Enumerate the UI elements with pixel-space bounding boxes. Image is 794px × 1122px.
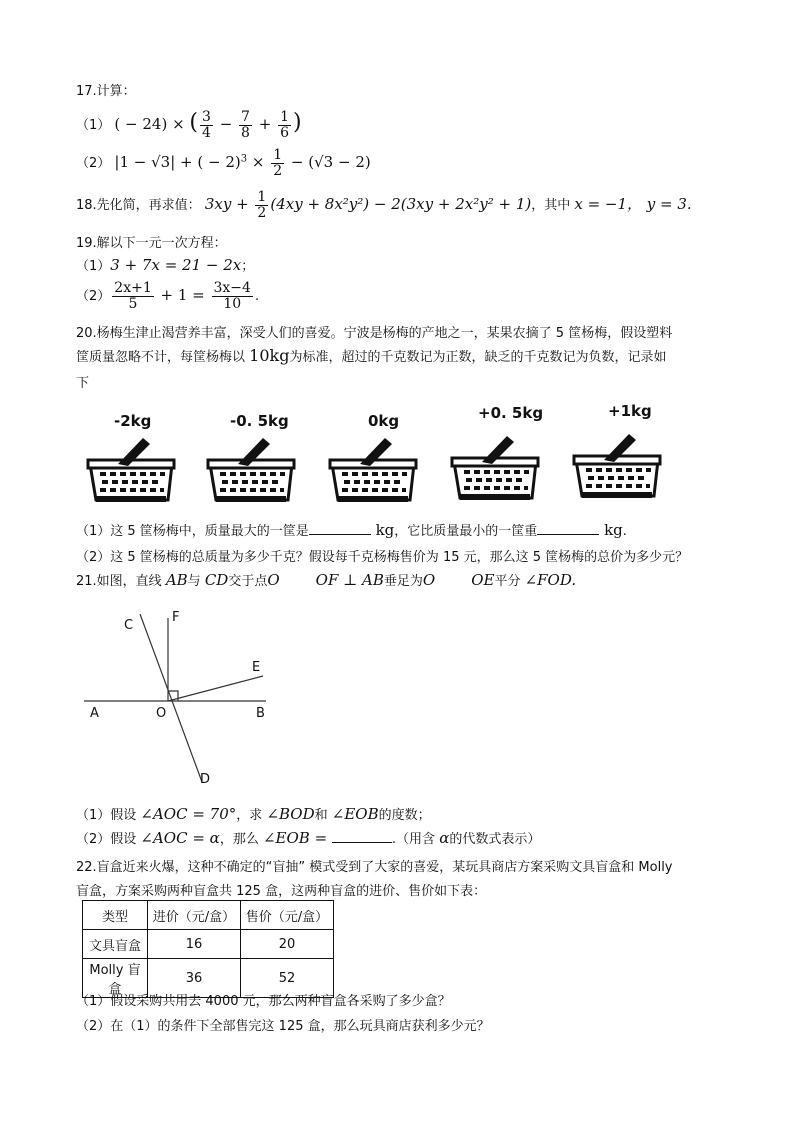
table-cell: 20 <box>241 930 334 959</box>
basket-row <box>80 400 680 510</box>
basket-label-1: -2kg <box>114 412 152 430</box>
basket-label-3: 0kg <box>368 412 400 430</box>
q22-line1: 22.盲盒近来火爆，这种不确定的“盲抽” 模式受到了大家的喜爱，某玩具商店方案采购文具盲盒和 Molly <box>76 860 673 875</box>
q17-fraction-3: $\frac{1}{6}$ <box>280 109 289 141</box>
basket-label-4: +0. 5kg <box>478 404 544 422</box>
label-a: A <box>90 706 99 721</box>
q21-sub1: （1）假设 ∠AOC = 70°，求 ∠BOD和 ∠EOB的度数； <box>76 805 431 823</box>
table-row <box>83 930 334 959</box>
q19-title: 19.解以下一元一次方程： <box>76 236 227 251</box>
q20-sub1: （1）这 5 筐杨梅中，质量最大的一筐是 kg，它比质量最小的一筐重 kg. <box>76 521 627 539</box>
q19-fraction-left: $\frac{2x+1}{5}$ <box>114 280 152 312</box>
line-cd <box>140 614 202 782</box>
q20-line3: 下 <box>76 376 90 391</box>
q21-sub2: （2）假设 ∠AOC = α，那么 ∠EOB = .（用含 α的代数式表示） <box>76 829 541 847</box>
table-header: 售价（元/盒） <box>241 901 334 930</box>
q18-fraction: $\frac{1}{2}$ <box>257 189 267 221</box>
answer-blank-eob[interactable] <box>332 830 392 843</box>
basket-4 <box>452 436 538 500</box>
q21-stem: 21.如图，直线 AB与 CD交于点O OF ⊥ AB垂足为O OE平分 ∠FOD. <box>76 571 577 589</box>
label-c: C <box>124 618 134 633</box>
q19-fraction-right: $\frac{3x-4}{10}$ <box>213 280 251 312</box>
q20-line2: 筐质量忽略不计，每筐杨梅以 10kg为标准，超过的千克数记为正数，缺乏的千克数记为负数，记录如 <box>76 346 667 365</box>
basket-1 <box>88 438 174 502</box>
price-table <box>82 900 334 998</box>
lines-diagram <box>80 600 290 800</box>
table-header-row <box>83 901 334 930</box>
table-cell: 36 <box>148 959 241 998</box>
table-cell: 文具盲盒 <box>83 930 148 959</box>
q17-part2-expr-a: |1 − √3| + ( − 2) <box>114 153 241 171</box>
geometry-figure <box>80 600 290 800</box>
label-b: B <box>256 706 265 721</box>
q17-part2-label: （2） <box>76 156 111 171</box>
q17-part1-expr-a: ( − 24) × <box>114 115 190 133</box>
q22-sub1: （1）假设采购共用去 4000 元，那么两种盲盒各采购了多少盒？ <box>76 994 451 1009</box>
q19-part2: （2） $\frac{2x+1}{5}$ + 1 = $\frac{3x-4}{10}$ . <box>76 280 260 312</box>
q17-part2: （2） |1 − √3| + ( − 2)$^3$ × $\frac{1}{2}$ − (√3 − 2) <box>76 147 371 179</box>
q20-sub2: （2）这 5 筐杨梅的总质量为多少千克？假设每千克杨梅售价为 15 元，那么这 5 筐杨梅的总价为多少元？ <box>76 550 689 565</box>
label-e: E <box>252 660 261 675</box>
q18-condition: x = −1， y = 3. <box>574 195 692 213</box>
q22-sub2: （2）在（1）的条件下全部售完这 125 盒，那么玩具商店获利多少元？ <box>76 1019 490 1034</box>
table-header: 类型 <box>83 901 148 930</box>
answer-blank-diff[interactable] <box>537 522 599 535</box>
basket-2 <box>208 438 294 502</box>
ray-oe <box>168 676 263 701</box>
basket-5 <box>574 434 660 498</box>
label-o: O <box>156 706 167 721</box>
basket-label-5: +1kg <box>608 402 652 420</box>
q17-part1: （1） ( − 24) × ( $\frac{3}{4}$ − $\frac{7}{8}$ + $\frac{1}{6}$ ) <box>76 109 302 141</box>
q17-part1-label: （1） <box>76 118 111 133</box>
label-f: F <box>172 610 180 625</box>
q17-part2-fraction: $\frac{1}{2}$ <box>273 147 283 179</box>
q22-line2: 盲盒，方案采购两种盲盒共 125 盒，这两种盲盒的进价、售价如下表： <box>76 884 487 899</box>
q18-title: 18.先化简，再求值： <box>76 198 201 213</box>
q19-part1: （1）3 + 7x = 21 − 2x； <box>76 256 255 274</box>
table-header: 进价（元/盒） <box>148 901 241 930</box>
label-d: D <box>200 772 211 787</box>
table-cell: 16 <box>148 930 241 959</box>
basket-label-2: -0. 5kg <box>230 412 289 430</box>
q19-part1-equation: 3 + 7x = 21 − 2x <box>110 256 242 274</box>
q17-fraction-2: $\frac{7}{8}$ <box>241 109 250 141</box>
q18: 18.先化简，再求值： 3xy + $\frac{1}{2}$ (4xy + 8x²y²) − 2(3xy + 2x²y² + 1)，其中 x = −1， y = 3. <box>76 189 692 221</box>
table-cell: 52 <box>241 959 334 998</box>
q17-title: 17.计算： <box>76 84 136 99</box>
q17-fraction-1: $\frac{3}{4}$ <box>202 109 211 141</box>
q17-part2-expr-c: − (√3 − 2) <box>286 153 371 171</box>
answer-blank-max[interactable] <box>309 522 371 535</box>
q20-line1: 20.杨梅生津止渴营养丰富，深受人们的喜爱。宁波是杨梅的产地之一，某果农摘了 5 筐杨梅，假设塑料 <box>76 326 673 341</box>
table-cell: Molly 盲盒 <box>83 959 148 998</box>
basket-3 <box>330 438 416 502</box>
